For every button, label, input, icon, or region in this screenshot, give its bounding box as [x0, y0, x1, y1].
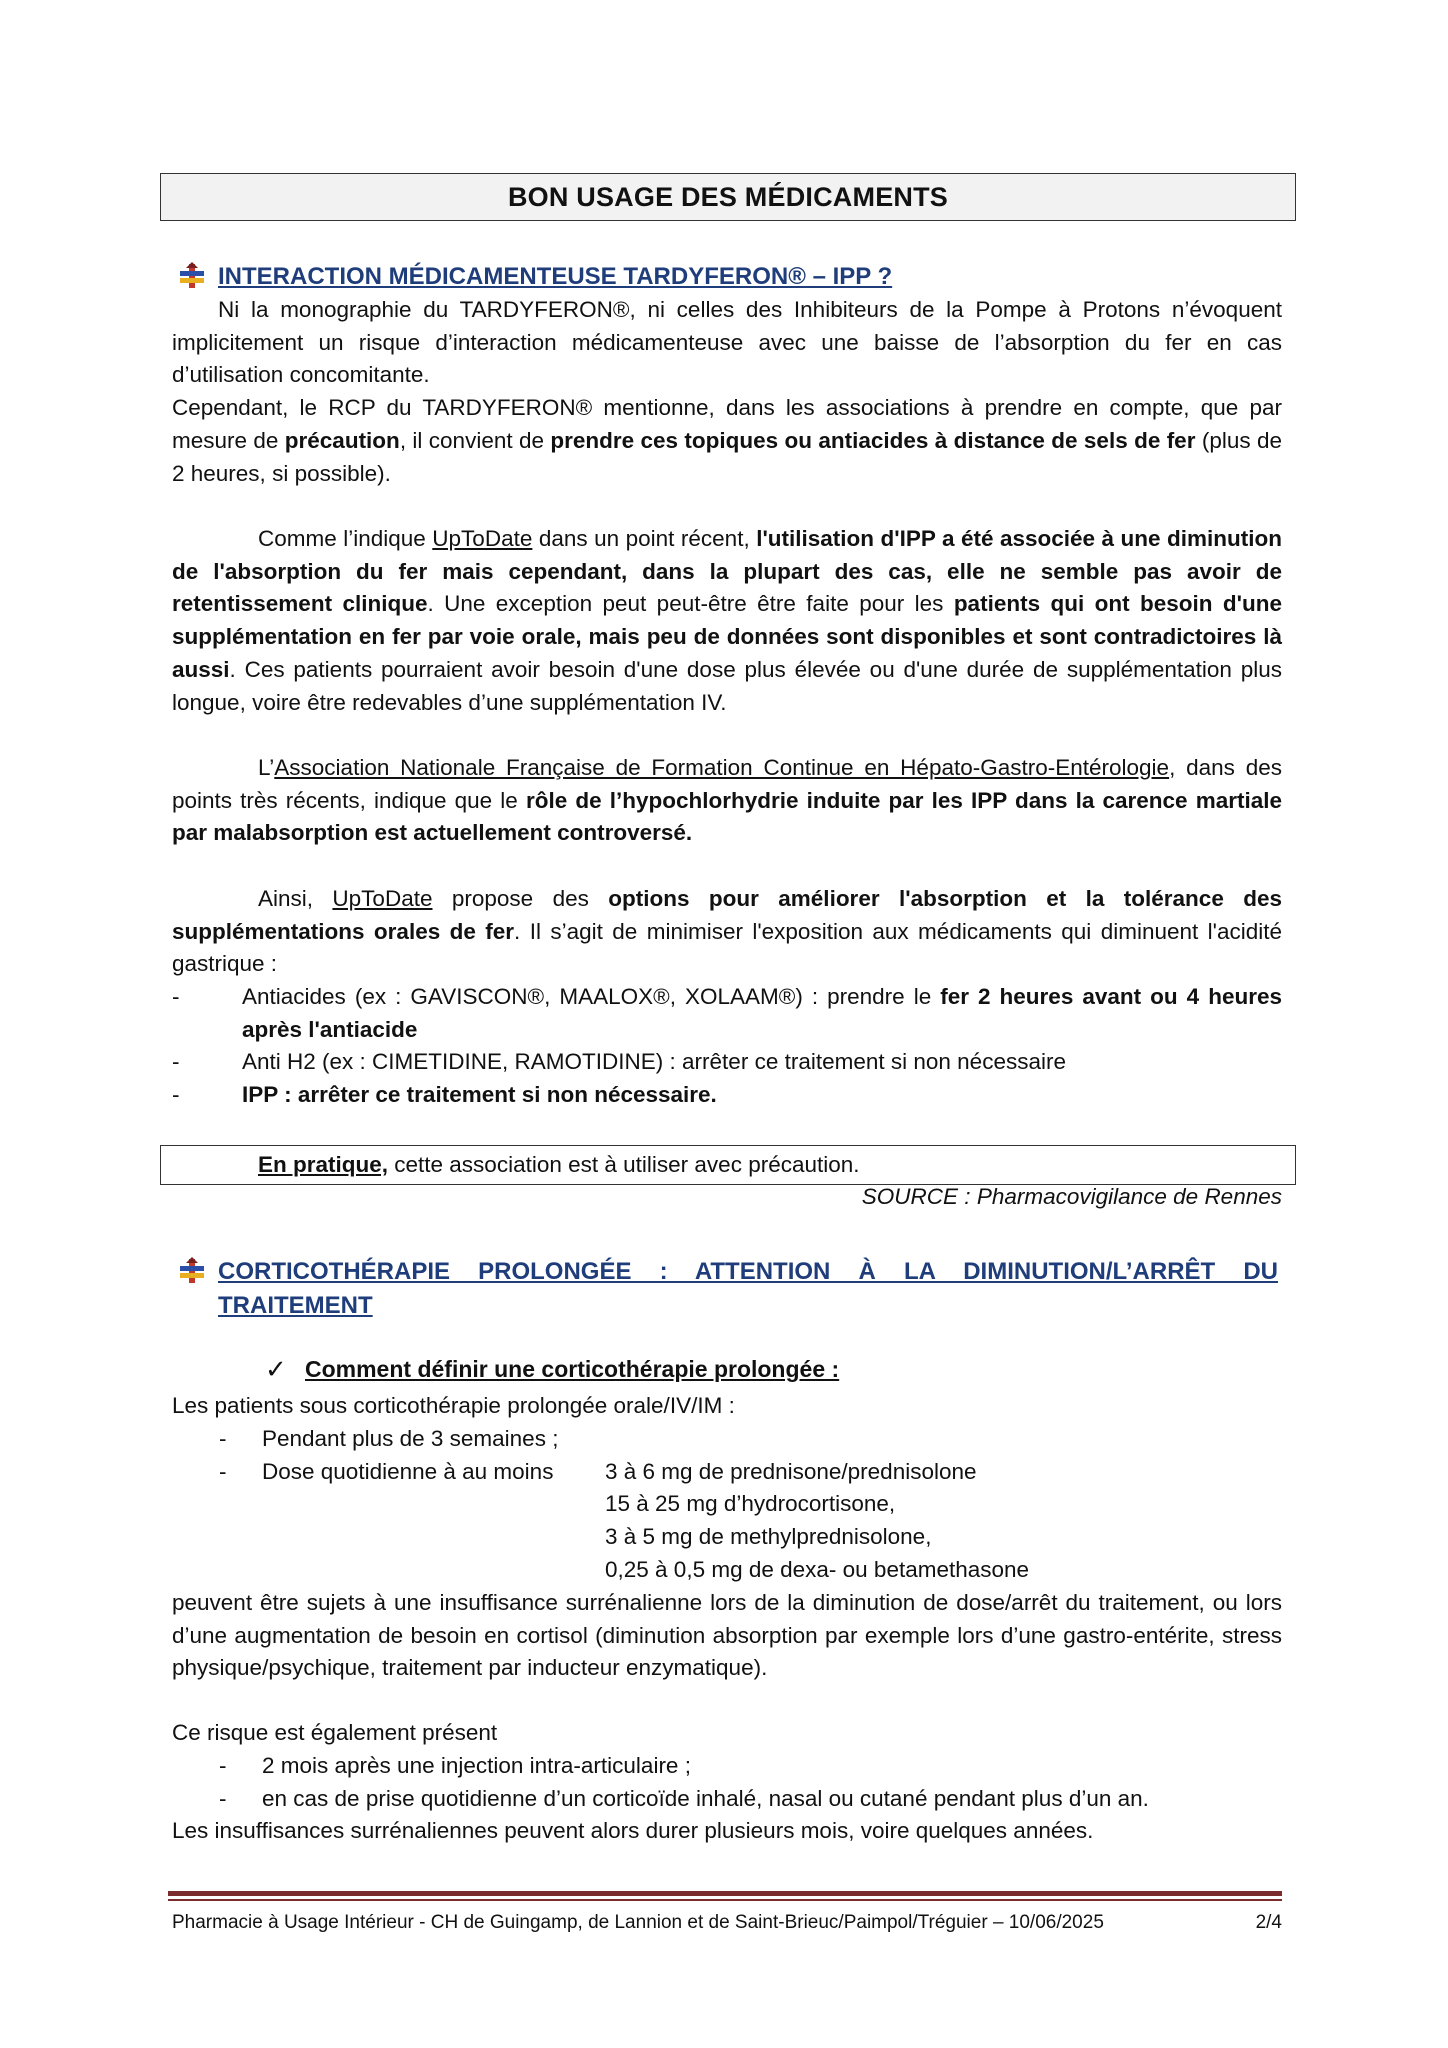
checkmark-icon: ✓ [265, 1354, 287, 1384]
section-heading-line2: TRAITEMENT [218, 1292, 373, 1319]
list-item: - Pendant plus de 3 semaines ; [219, 1426, 559, 1451]
page-title: BON USAGE DES MÉDICAMENTS [160, 173, 1296, 221]
paragraph-conclusion: Les insuffisances surrénaliennes peuvent alors durer plusieurs mois, voire quelques années. [172, 1818, 1094, 1843]
paragraph-options: Ainsi, UpToDate propose des options pour améliorer l'absorption et la tolérance des supplémentations orales de fer. Il s’agit de minimiser l'exposition aux médicaments qui diminuent l'acidité gastrique : [172, 886, 1282, 977]
footer-divider [168, 1891, 1282, 1896]
source-note: SOURCE : Pharmacovigilance de Rennes [861, 1184, 1282, 1209]
paragraph-uptodate: Comme l’indique UpToDate dans un point récent, l'utilisation d'IPP a été associée à une diminution de l'absorption du fer mais cependant, dans la plupart des cas, elle ne semble pas avoir de retentissement clinique. Une exception peut peut-être être faite pour les patients qui ont besoin d'une supplémentation en fer par voie orale, mais peu de données sont disponibles et sont contradictoires là aussi. Ces patients pourraient avoir besoin d'une dose plus élevée ou d'une durée de supplémentation plus longue, voire être redevables d’une supplémentation IV. [172, 526, 1282, 715]
uptodate-link-2[interactable]: UpToDate [332, 886, 433, 911]
paragraph-insuffisance: peuvent être sujets à une insuffisance surrénalienne lors de la diminution de dose/arrêt du traitement, ou lors d’une augmentation de besoin en cortisol (diminution absorption par exemple lors d’une gastro-entérite, stress physique/psychique, traitement par inducteur enzymatique). [172, 1590, 1282, 1681]
section-heading-corticotherapie [218, 1255, 1278, 1323]
footer-divider-thin [168, 1899, 1282, 1901]
paragraph-rcp: Cependant, le RCP du TARDYFERON® mentionne, dans les associations à prendre en compte, que par mesure de précaution, il convient de prendre ces topiques ou antiacides à distance de sels de fer (plus de 2 heures, si possible). [172, 395, 1282, 486]
list-item: - 2 mois après une injection intra-articulaire ; [219, 1753, 691, 1778]
list-item [172, 1521, 1282, 1554]
association-link[interactable]: Association Nationale Française de Formation Continue en Hépato-Gastro-Entérologie [274, 755, 1170, 780]
paragraph-monographie: Ni la monographie du TARDYFERON®, ni celles des Inhibiteurs de la Pompe à Protons n’évoquent implicitement un risque d’interaction médicamenteuse avec une baisse de l’absorption du fer en cas d’utilisation concomitante. [172, 297, 1282, 388]
section1-body [172, 294, 1282, 490]
page-number: 2/4 [1255, 1912, 1282, 1933]
bullet-arrow-icon [178, 262, 206, 290]
dose-line: 15 à 25 mg d’hydrocortisone, [605, 1491, 896, 1517]
antacid-list [172, 981, 1282, 1112]
list-item: - Anti H2 (ex : CIMETIDINE, RAMOTIDINE) : arrêter ce traitement si non nécessaire [172, 1049, 1066, 1075]
practice-note: En pratique, cette association est à utiliser avec précaution. [258, 1152, 860, 1177]
list-item: - Dose quotidienne à au moins 3 à 6 mg de prednisone/prednisolone [172, 1456, 1282, 1489]
paragraph-risk-intro: Ce risque est également présent [172, 1720, 498, 1745]
list-item: - Antiacides (ex : GAVISCON®, MAALOX®, XOLAAM®) : prendre le fer 2 heures avant ou 4 heures après l'antiacide [172, 984, 1282, 1042]
subheading-definition: ✓ Comment définir une corticothérapie prolongée : [265, 1354, 840, 1384]
dose-line: 3 à 6 mg de prednisone/prednisolone [605, 1458, 977, 1484]
criteria-list [172, 1423, 1282, 1586]
section-heading-interaction [218, 260, 892, 294]
section-heading-text: INTERACTION MÉDICAMENTEUSE TARDYFERON® – IPP ? [218, 263, 893, 290]
section-heading-line1: CORTICOTHÉRAPIE PROLONGÉE : ATTENTION À LA DIMINUTION/L’ARRÊT DU [218, 1258, 1278, 1285]
risk-list [172, 1750, 1282, 1815]
dose-line: 3 à 5 mg de methylprednisolone, [605, 1524, 932, 1550]
list-item: - IPP : arrêter ce traitement si non nécessaire. [172, 1082, 717, 1108]
dose-line: 0,25 à 0,5 mg de dexa- ou betamethasone [605, 1556, 1030, 1582]
list-item [172, 1554, 1282, 1587]
list-item [172, 1488, 1282, 1521]
uptodate-link[interactable]: UpToDate [432, 526, 533, 551]
bullet-arrow-icon [178, 1257, 206, 1285]
paragraph-association: L’Association Nationale Française de Formation Continue en Hépato-Gastro-Entérologie, dans des points très récents, indique que le rôle de l’hypochlorhydrie induite par les IPP dans la carence martiale par malabsorption est actuellement controversé. [172, 755, 1282, 846]
list-item: - en cas de prise quotidienne d’un corticoïde inhalé, nasal ou cutané pendant plus d’un an. [219, 1785, 1149, 1811]
paragraph-intro: Les patients sous corticothérapie prolongée orale/IV/IM : [172, 1393, 735, 1418]
footer-text: Pharmacie à Usage Intérieur - CH de Guingamp, de Lannion et de Saint-Brieuc/Paimpol/Tréguier – 10/06/2025 [172, 1912, 1104, 1933]
